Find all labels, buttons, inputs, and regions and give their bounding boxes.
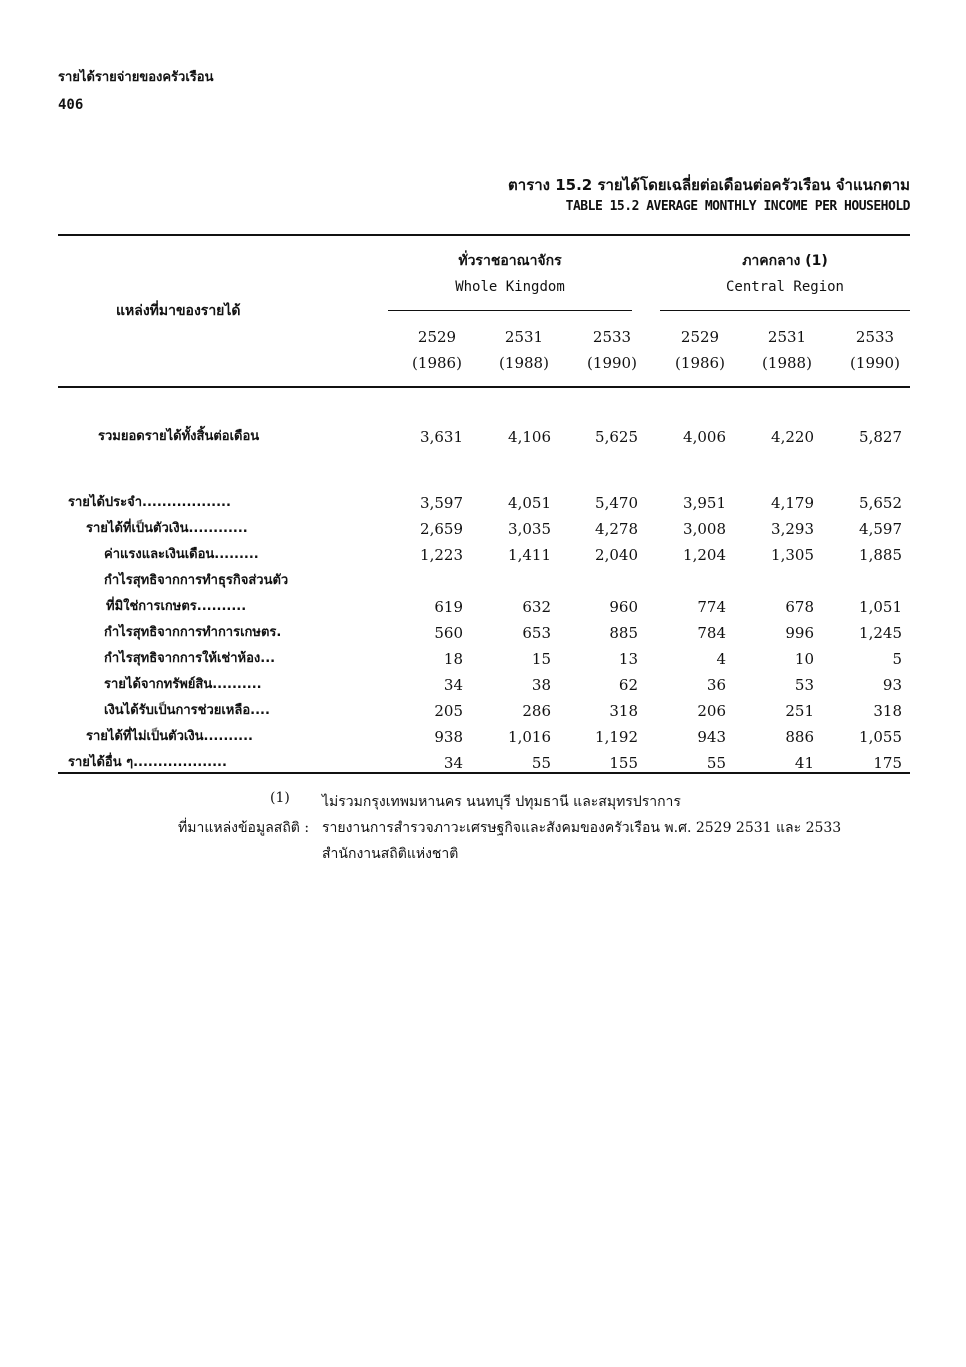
table-row	[58, 516, 914, 542]
cell-value: 4,106	[508, 428, 551, 446]
cell-value: 34	[443, 676, 463, 694]
cell-value: 5,652	[859, 494, 902, 512]
cell-value: 1,885	[859, 546, 902, 564]
cell-value: 938	[434, 728, 463, 746]
group-title-english: Central Region	[725, 279, 844, 295]
cell-value: 619	[434, 598, 463, 616]
group-rule-whole-kingdom	[388, 310, 632, 311]
row-label: กำไรสุทธิจากการให้เช่าห้อง...	[104, 651, 276, 666]
cell-value: 774	[697, 598, 726, 616]
source-line-2: สำนักงานสถิติแห่งชาติ	[322, 846, 459, 862]
cell-value: 784	[697, 624, 726, 642]
cell-value: 3,951	[683, 494, 726, 512]
cell-value: 3,035	[508, 520, 551, 538]
table-top-rule	[58, 234, 910, 236]
footnote-text: ไม่รวมกรุงเทพมหานคร นนทบุรี ปทุมธานี และสมุทรปราการ	[322, 794, 681, 810]
year-header	[835, 324, 915, 376]
running-head: รายได้รายจ่ายของครัวเรือน	[58, 70, 214, 85]
row-label: รวมยอดรายได้ทั้งสิ้นต่อเดือน	[98, 429, 260, 444]
cell-value: 3,293	[771, 520, 814, 538]
cell-value: 55	[706, 754, 726, 772]
cell-value: 62	[618, 676, 638, 694]
table-header-rule	[58, 386, 910, 388]
row-label: รายได้ประจำ..................	[68, 495, 231, 510]
year-be: 2531	[767, 328, 807, 346]
row-label: ที่มิใช่การเกษตร..........	[106, 599, 247, 614]
table-body	[58, 424, 914, 776]
group-title-thai: ภาคกลาง (1)	[742, 253, 828, 269]
table-row	[58, 490, 914, 516]
cell-value: 1,305	[771, 546, 814, 564]
cell-value: 93	[882, 676, 902, 694]
cell-value: 15	[531, 650, 551, 668]
cell-value: 2,040	[595, 546, 638, 564]
cell-value: 1,223	[420, 546, 463, 564]
cell-value: 206	[697, 702, 726, 720]
cell-value: 13	[618, 650, 638, 668]
source-line-1: รายงานการสำรวจภาวะเศรษฐกิจและสังคมของครัวเรือน พ.ศ. 2529 2531 และ 2533	[322, 820, 842, 836]
group-rule-central-region	[660, 310, 910, 311]
cell-value: 4,051	[508, 494, 551, 512]
cell-value: 1,245	[859, 624, 902, 642]
cell-value: 2,659	[420, 520, 463, 538]
cell-value: 1,192	[595, 728, 638, 746]
row-label: รายได้ที่เป็นตัวเงิน............	[86, 521, 248, 536]
page-number: 406	[58, 97, 84, 113]
cell-value: 36	[706, 676, 726, 694]
cell-value: 4,220	[771, 428, 814, 446]
table-title-thai: ตาราง 15.2 รายได้โดยเฉลี่ยต่อเดือนต่อครัวเรือน จำแนกตาม	[508, 176, 910, 194]
cell-value: 55	[531, 754, 551, 772]
cell-value: 175	[873, 754, 902, 772]
cell-value: 1,051	[859, 598, 902, 616]
cell-value: 1,055	[859, 728, 902, 746]
group-header-central-region	[660, 248, 910, 300]
cell-value: 5,827	[859, 428, 902, 446]
cell-value: 4,278	[595, 520, 638, 538]
cell-value: 943	[697, 728, 726, 746]
year-ce: (1988)	[762, 354, 812, 372]
row-label: กำไรสุทธิจากการทำการเกษตร.	[104, 625, 282, 640]
cell-value: 653	[522, 624, 551, 642]
cell-value: 3,008	[683, 520, 726, 538]
group-title-thai: ทั่วราชอาณาจักร	[458, 253, 562, 269]
cell-value: 560	[434, 624, 463, 642]
year-be: 2531	[504, 328, 544, 346]
row-header-label: แหล่งที่มาของรายได้	[116, 303, 241, 319]
cell-value: 1,016	[508, 728, 551, 746]
year-be: 2533	[855, 328, 895, 346]
table-row	[58, 698, 914, 724]
group-header-whole-kingdom	[388, 248, 632, 300]
cell-value: 5,470	[595, 494, 638, 512]
cell-value: 53	[794, 676, 814, 694]
row-label: เงินได้รับเป็นการช่วยเหลือ....	[104, 703, 270, 718]
table-bottom-rule	[58, 772, 910, 774]
table-row	[58, 672, 914, 698]
cell-value: 886	[785, 728, 814, 746]
source-label: ที่มาแหล่งข้อมูลสถิติ :	[178, 820, 310, 836]
cell-value: 205	[434, 702, 463, 720]
cell-value: 38	[531, 676, 551, 694]
cell-value: 34	[443, 754, 463, 772]
year-ce: (1986)	[675, 354, 725, 372]
table-title-english: TABLE 15.2 AVERAGE MONTHLY INCOME PER HOUSEHOLD	[565, 199, 910, 214]
cell-value: 678	[785, 598, 814, 616]
year-ce: (1988)	[499, 354, 549, 372]
cell-value: 1,411	[508, 546, 551, 564]
year-be: 2529	[680, 328, 720, 346]
cell-value: 18	[443, 650, 463, 668]
cell-value: 4,179	[771, 494, 814, 512]
cell-value: 4,006	[683, 428, 726, 446]
table-row	[58, 620, 914, 646]
cell-value: 4,597	[859, 520, 902, 538]
cell-value: 286	[522, 702, 551, 720]
year-header	[484, 324, 564, 376]
table-row	[58, 568, 914, 594]
cell-value: 5	[892, 650, 902, 668]
group-title-english: Whole Kingdom	[455, 279, 565, 295]
year-header	[660, 324, 740, 376]
cell-value: 155	[609, 754, 638, 772]
year-header	[747, 324, 827, 376]
cell-value: 10	[794, 650, 814, 668]
cell-value: 996	[785, 624, 814, 642]
year-ce: (1990)	[850, 354, 900, 372]
year-be: 2533	[592, 328, 632, 346]
year-header	[572, 324, 652, 376]
row-label: กำไรสุทธิจากการทำธุรกิจส่วนตัว	[104, 573, 289, 588]
table-row	[58, 646, 914, 672]
cell-value: 4	[716, 650, 726, 668]
row-label: รายได้จากทรัพย์สิน..........	[104, 677, 262, 692]
cell-value: 3,631	[420, 428, 463, 446]
cell-value: 885	[609, 624, 638, 642]
table-row	[58, 724, 914, 750]
row-label: ค่าแรงและเงินเดือน.........	[104, 547, 259, 562]
cell-value: 960	[609, 598, 638, 616]
year-be: 2529	[417, 328, 457, 346]
cell-value: 5,625	[595, 428, 638, 446]
row-label: รายได้อื่น ๆ...................	[68, 755, 227, 770]
year-header	[397, 324, 477, 376]
cell-value: 1,204	[683, 546, 726, 564]
year-ce: (1990)	[587, 354, 637, 372]
cell-value: 41	[794, 754, 814, 772]
table-row	[58, 464, 914, 490]
table-row-total	[58, 424, 914, 450]
footnote-marker: (1)	[270, 790, 290, 806]
cell-value: 318	[873, 702, 902, 720]
table-row	[58, 542, 914, 568]
cell-value: 632	[522, 598, 551, 616]
cell-value: 3,597	[420, 494, 463, 512]
table-row	[58, 594, 914, 620]
cell-value: 318	[609, 702, 638, 720]
year-ce: (1986)	[412, 354, 462, 372]
cell-value: 251	[785, 702, 814, 720]
row-label: รายได้ที่ไม่เป็นตัวเงิน..........	[86, 729, 253, 744]
